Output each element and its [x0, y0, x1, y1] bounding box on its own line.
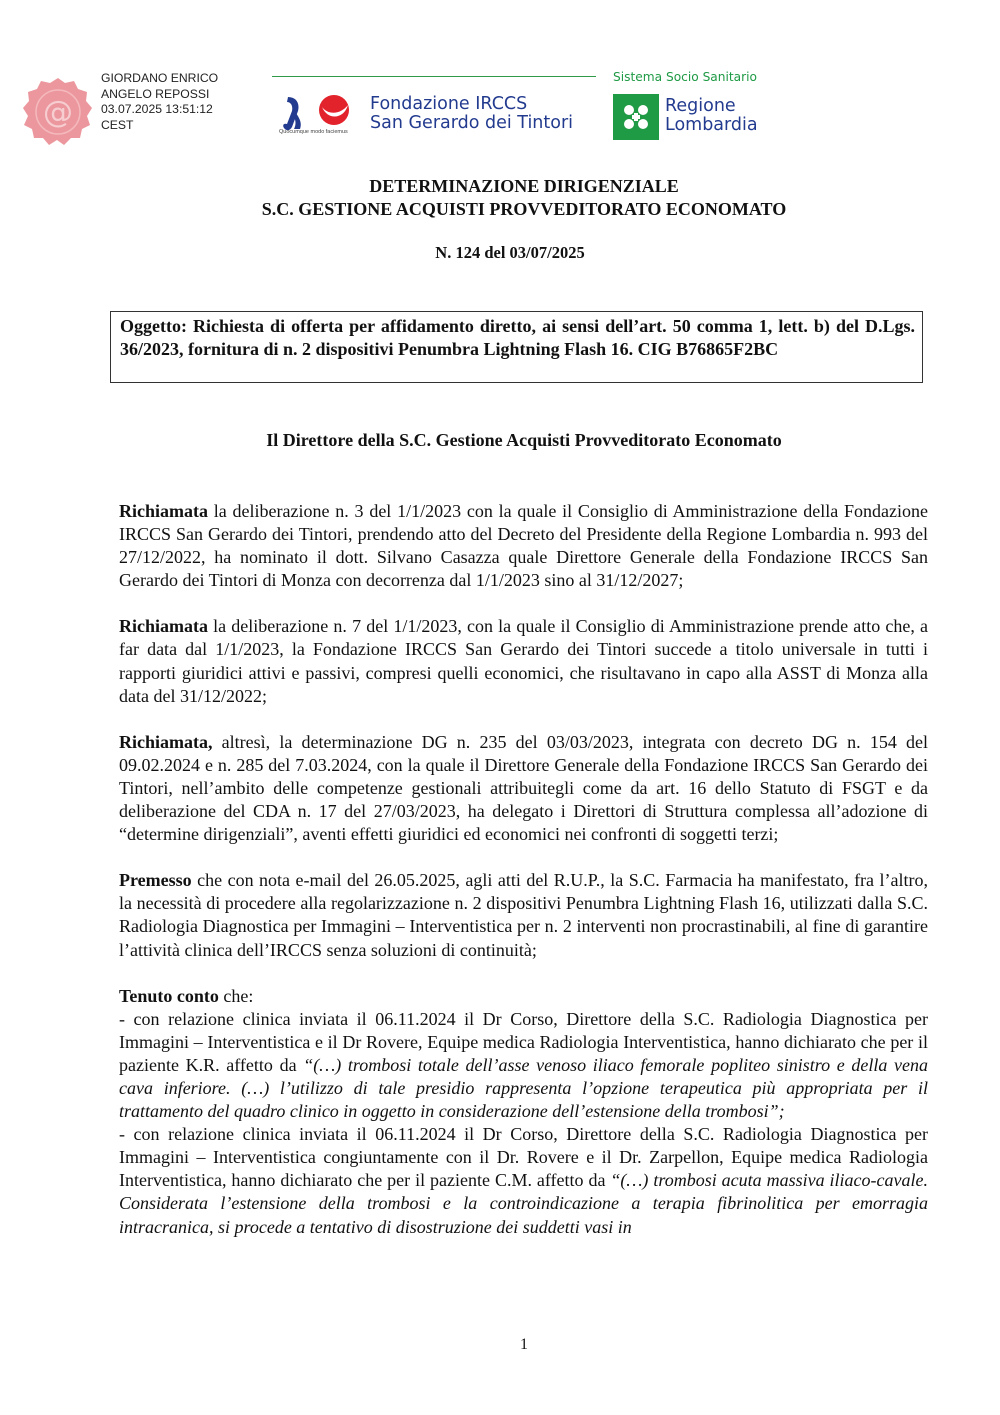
paragraph-lead: Richiamata — [119, 501, 208, 521]
svg-text:@: @ — [43, 95, 73, 130]
signature-timestamp: 03.07.2025 13:51:12 — [101, 102, 213, 116]
signature-info — [101, 71, 218, 133]
regione-name-line1: Regione — [665, 96, 736, 116]
paragraph-text: la deliberazione n. 3 del 1/1/2023 con la quale il Consiglio di Amministrazione della Fondazione IRCCS San Gerardo dei Tintori, prendendo atto del Decreto del Presidente della Regione Lombardia n. 993 del 27/12/2022, ha nominato il dott. Silvano Casazza quale Direttore Generale della Fondazione IRCCS San Gerardo dei Tintori di Monza con decorrenza dal 1/1/2023 sino al 31/12/2027; — [119, 501, 928, 591]
signature-timezone: CEST — [101, 117, 134, 132]
paragraph-premesso — [119, 869, 928, 961]
director-heading: Il Direttore della S.C. Gestione Acquisti Provveditorato Economato — [266, 430, 782, 450]
paragraph-text: la deliberazione n. 7 del 1/1/2023, con la quale il Consiglio di Amministrazione prende atto che, a far data dal 1/1/2023, la Fondazione IRCCS San Gerardo dei Tintori succede a titolo universale in tutti i rapporti giuridici attivi e passivi, compresi quelli economici, che risultavano in capo alla ASST di Monza alla data del 31/12/2022; — [119, 616, 928, 706]
clinical-quote: “(…) trombosi acuta massiva iliaco-cavale. Considerata l’estensione della trombosi e la controindicazione a terapia fibrinolitica per emorragia intracranica, si procede a tentativo di disostruzione dei suddetti vasi in — [119, 1170, 928, 1237]
paragraph-lead: Premesso — [119, 870, 192, 891]
regione-name-line2: Lombardia — [665, 114, 758, 135]
fondazione-name — [370, 95, 573, 133]
list-item-clinical-report-1 — [119, 1008, 928, 1123]
paragraph-text: che con nota e-mail del 26.05.2025, agli atti del R.U.P., la S.C. Farmacia ha manifestato, fra l’altro, la necessità di procedere alla regolarizzazione n. 2 dispositivi Penumbra Lightning Flash 16, utilizzati dalla S.C. Radiologia Diagnostica per Immagini – Interventistica per n. 2 interventi non procrastinabili, al fine di garantire l’attività clinica dell’IRCCS senza soluzioni di continuità; — [119, 870, 928, 960]
paragraph-text: - con relazione clinica inviata il 06.11.2024 il Dr Corso, Direttore della S.C. Radiologia Diagnostica per Immagini – Interventistica congiuntamente con il Dr. Rovere e il Dr. Zarpellon, Equipe medica Radiologia Interventistica, hanno dichiarato che per il paziente C.M. affetto da — [119, 1124, 928, 1191]
paragraph-lead: Richiamata — [119, 616, 208, 637]
digital-signature-seal-icon — [22, 76, 94, 148]
clinical-quote: “(…) trombosi totale dell’asse venoso iliaco femorale popliteo sinistro e della vena cava inferiore. (…) l’utilizzo di tale presidio rappresenta l’opzione terapeutica più appropriata per il trattamento del quadro clinico in oggetto in considerazione dell’estensione della trombosi”; — [119, 1054, 928, 1122]
header-divider — [272, 76, 596, 77]
fondazione-name-line1: Fondazione IRCCS — [370, 94, 528, 114]
paragraph-richiamata-2 — [119, 615, 928, 707]
signer-name-line1: GIORDANO ENRICO — [101, 71, 219, 85]
document-department: S.C. GESTIONE ACQUISTI PROVVEDITORATO ECONOMATO — [261, 199, 787, 219]
page-number: 1 — [520, 1336, 528, 1353]
list-item-clinical-report-2 — [119, 1123, 928, 1238]
regione-lombardia-logo-icon — [613, 94, 659, 140]
fondazione-name-line2: San Gerardo dei Tintori — [370, 113, 574, 133]
paragraph-richiamata-3 — [119, 731, 928, 846]
signer-name-line2: ANGELO REPOSSI — [101, 86, 210, 101]
subject-box: Oggetto: Richiesta di offerta per affidamento diretto, ai sensi dell’art. 50 comma 1, lett. b) del D.Lgs. 36/2023, fornitura di n. 2 dispositivi Penumbra Lightning Flash 16. CIG B76865F2BC — [110, 311, 923, 383]
paragraph-text: altresì, la determinazione DG n. 235 del 03/03/2023, integrata con decreto DG n. 154 del 09.02.2024 e n. 285 del 7.03.2024, con la quale il Direttore Generale della Fondazione IRCCS San Gerardo dei Tintori, nell’ambito delle competenze gestionali attribuitegli come da art. 16 dello Statuto di FSGT e da deliberazione del CDA n. 17 del 27/03/2023, ha delegato i Direttori di Struttura complessa all’adozione di “determine dirigenziali”, aventi effetti giuridici ed economici nei confronti di soggetti terzi; — [119, 731, 928, 845]
paragraph-lead: Richiamata, — [119, 731, 213, 752]
logo-motto: Quocumque modo faciemus — [279, 129, 348, 135]
paragraph-text: - con relazione clinica inviata il 06.11.2024 il Dr Corso, Direttore della S.C. Radiologia Diagnostica per Immagini – Interventistica e il Dr Rovere, Equipe medica Radiologia Interventistica, hanno dichiarato che per il paziente K.R. affetto da — [119, 1008, 928, 1075]
regione-lombardia-name — [665, 97, 758, 134]
document-number: N. 124 del 03/07/2025 — [435, 243, 585, 262]
paragraph-lead: Tenuto conto — [119, 985, 219, 1006]
paragraph-tenuto-conto — [119, 985, 928, 1008]
document-title: DETERMINAZIONE DIRIGENZIALE — [369, 176, 679, 196]
document-body — [119, 500, 928, 1239]
paragraph-richiamata-1 — [119, 500, 928, 592]
paragraph-text: che: — [218, 985, 254, 1006]
sistema-socio-sanitario-label: Sistema Socio Sanitario — [613, 70, 757, 84]
